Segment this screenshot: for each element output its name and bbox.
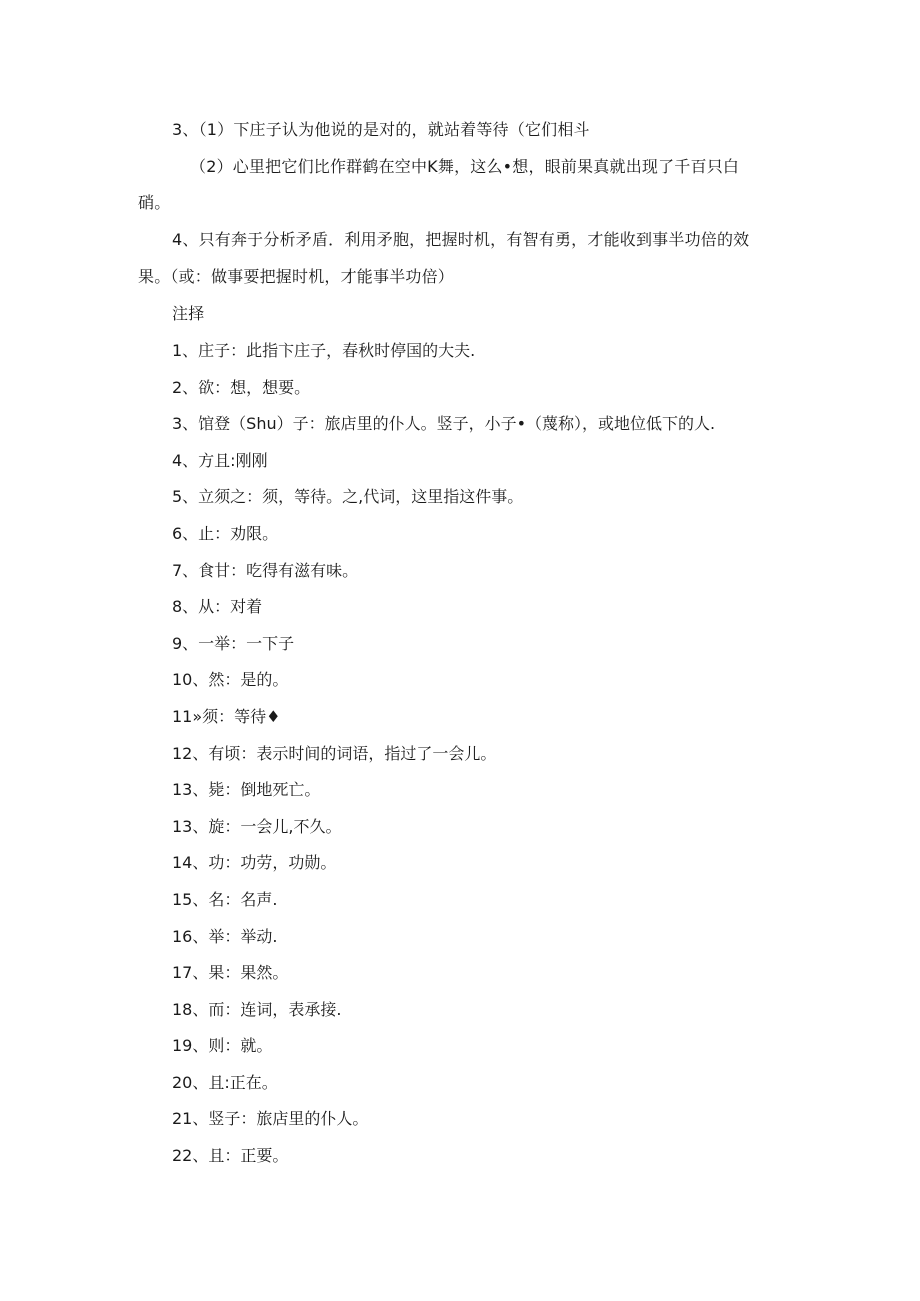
note-item: 1、庄子：此指卞庄子，春秋时停国的大夫.: [172, 341, 476, 360]
note-item: 10、然：是的。: [172, 670, 289, 690]
note-item: 6、止：劝限。: [172, 523, 279, 543]
note-item: 7、食甘：吃得有滋有味。: [172, 560, 359, 580]
note-item: 9、一举：一下子: [172, 633, 295, 653]
note-item: 18、而：连词，表承接.: [172, 999, 342, 1019]
note-item: 13、旋：一会儿,不久。: [172, 816, 342, 836]
note-item: 4、方且:刚刚: [172, 450, 268, 470]
note-item: 22、且：正要。: [172, 1146, 289, 1166]
notes-heading: 注择: [172, 304, 205, 323]
note-item: 17、果：果然。: [172, 963, 289, 983]
answer-3-part-2-line-2: 硝。: [138, 193, 171, 212]
note-item: 13、毙：倒地死亡。: [172, 780, 321, 800]
note-item: 3、馆登（Shu）子：旅店里的仆人。竖子，小子•（蔑称），或地位低下的人.: [172, 414, 716, 434]
note-item: 11»须：等待♦: [172, 706, 281, 726]
note-item: 2、欲：想，想要。: [172, 377, 311, 397]
note-item: 8、从：对着: [172, 597, 263, 617]
note-item: 16、举：举动.: [172, 926, 278, 946]
answer-3-part-2-line-1: （2）心里把它们比作群鹤在空中K舞，这么•想，眼前果真就出现了千百只白: [190, 157, 740, 176]
answer-3-part-1: 3、（1）下庄子认为他说的是对的，就站着等待（它们相斗: [172, 120, 590, 139]
note-item: 12、有顷：表示时间的词语，指过了一会儿。: [172, 743, 497, 763]
note-item: 19、则：就。: [172, 1036, 273, 1056]
answer-4-line-2: 果。（或：做事要把握时机，才能事半功倍）: [138, 267, 455, 286]
note-item: 14、功：功劳，功勋。: [172, 853, 337, 873]
note-item: 15、名：名声.: [172, 889, 278, 909]
note-item: 21、竖子：旅店里的仆人。: [172, 1109, 369, 1129]
note-item: 20、且:正在。: [172, 1072, 278, 1092]
note-item: 5、立须之：须，等待。之,代词，这里指这件事。: [172, 487, 524, 507]
notes-list: [172, 341, 715, 1183]
answer-4-line-1: 4、只有奔于分析矛盾．利用矛胞，把握时机，有智有勇，才能收到事半功倍的效: [172, 230, 750, 249]
